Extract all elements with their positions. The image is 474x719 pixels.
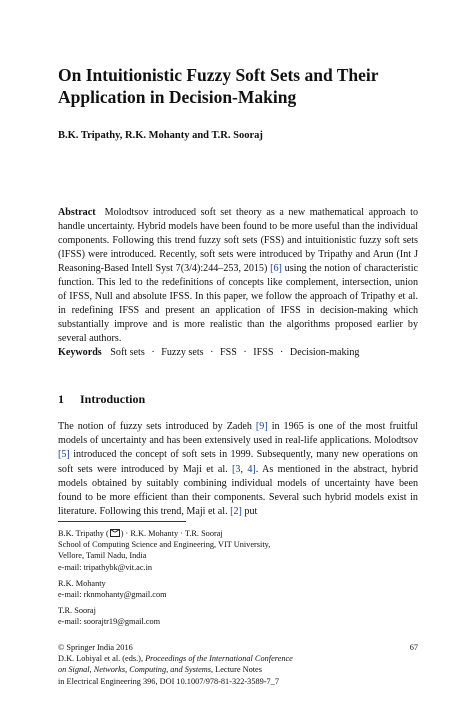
intro-text: put xyxy=(241,506,258,518)
citation-link[interactable]: [9] xyxy=(255,421,268,432)
abstract-line: Molodtsov introduced soft set theory as a new mathematical approach to xyxy=(104,207,418,218)
doi-line: in Electrical Engineering 396, DOI 10.1007/978-81-322-3589-7_7 xyxy=(58,676,279,686)
intro-text: The notion of fuzzy sets introduced by Zadeh xyxy=(58,421,256,432)
keyword-item: Decision-making xyxy=(289,347,360,358)
paper-title xyxy=(58,64,438,108)
keyword-item: IFSS xyxy=(253,347,274,358)
intro-text: introduced the concept of soft sets in 1999. Subsequently, many new xyxy=(69,449,359,461)
author-name: T.R. Sooraj xyxy=(58,606,96,616)
author-names-line xyxy=(58,528,418,539)
abstract xyxy=(58,206,418,346)
author-list: B.K. Tripathy, R.K. Mohanty and T.R. Sooraj xyxy=(58,130,263,141)
author-email[interactable]: e-mail: tripathybk@vit.ac.in xyxy=(58,562,153,572)
affiliation-line: Vellore, Tamil Nadu, India xyxy=(58,551,147,561)
abstract-label: Abstract xyxy=(58,207,96,218)
citation-link[interactable]: [5] xyxy=(58,449,70,461)
abstract-line: Tripathy and Arun (Int J Reasoning-Based Intell Syst 7(3/4):244–253, 2015) xyxy=(58,249,419,274)
section-title: Introduction xyxy=(80,392,146,406)
abstract-line: application of IFSS in decision-making which substantially improve and is more xyxy=(58,305,419,330)
author-footnotes xyxy=(58,528,418,633)
intro-text: in 1965 is one of the most fruitful xyxy=(267,421,418,432)
affiliation-line: School of Computing Science and Engineering, VIT University, xyxy=(58,540,271,550)
series-name: , Lecture Notes xyxy=(211,665,262,675)
abstract-line: realistic than the algorithms proposed earlier by several authors. xyxy=(58,319,418,344)
keyword-item: FSS xyxy=(220,347,237,358)
intro-text: such hybrid models exist in literature. Following this trend, Maji et al. xyxy=(58,492,418,518)
citation-link[interactable]: [6] xyxy=(270,263,282,274)
footnote-author-1 xyxy=(58,528,418,573)
section-heading xyxy=(58,391,418,407)
editors: D.K. Lobiyal et al. (eds.), xyxy=(58,654,146,664)
publication-info xyxy=(58,642,418,687)
citation-link[interactable]: [2] xyxy=(230,506,242,518)
page-number: 67 xyxy=(409,643,418,652)
abstract-line: fuzzy soft sets (IFSS) were introduced. Recently, soft sets were introduced by xyxy=(58,235,418,260)
footnote-author-2 xyxy=(58,578,418,600)
citation-link[interactable]: [3 xyxy=(232,463,241,475)
author-email[interactable]: e-mail: rknmohanty@gmail.com xyxy=(58,590,167,600)
intro-text: . As mentioned in the xyxy=(255,463,350,475)
copyright-text: © Springer India 2016 xyxy=(58,643,133,652)
citation-line xyxy=(58,664,418,675)
keywords xyxy=(58,346,418,360)
envelope-icon xyxy=(110,529,120,537)
author-email[interactable]: e-mail: soorajtr19@gmail.com xyxy=(58,617,161,627)
citation-link[interactable]: 4] xyxy=(247,463,256,475)
keyword-separator: · xyxy=(280,347,284,358)
abstract-line: like complement, intersection, union of IFSS, Null and absolute IFSS. In this paper, xyxy=(58,277,418,302)
intro-text: models of uncertainty and has been extensively used in real-life applications. xyxy=(58,435,372,447)
intro-text: uncertainty have been found to be more efficient than their components. Several xyxy=(58,477,418,504)
title-line-2: Application in Decision-Making xyxy=(58,87,297,107)
abstract-line: individual components. Following this trend fuzzy soft sets (FSS) and intuitionistic xyxy=(58,221,418,246)
keyword-separator: · xyxy=(243,347,247,358)
keyword-separator: · xyxy=(151,347,155,358)
abstract-line: handle uncertainty. Hybrid models have been found to be more useful than the xyxy=(58,221,375,232)
footnote-divider xyxy=(58,521,186,522)
author-name: B.K. Tripathy ( xyxy=(58,529,109,538)
proceedings-title: on Signal, Networks, Computing, and Systems xyxy=(58,665,212,675)
title-line-1: On Intuitionistic Fuzzy Soft Sets and Their xyxy=(58,65,379,85)
abstract-line: using the notion of characteristic function. This led to the redefinitions of concepts xyxy=(58,263,418,288)
keyword-separator: · xyxy=(210,347,214,358)
keyword-item: Soft sets xyxy=(110,347,145,358)
section-number: 1 xyxy=(58,392,64,406)
proceedings-title: Proceedings of the International Conference xyxy=(145,654,293,664)
keyword-item: Fuzzy sets xyxy=(161,347,204,358)
introduction-text xyxy=(58,420,418,519)
copyright-row xyxy=(58,642,418,653)
author-names-rest: ) · R.K. Mohanty · T.R. Sooraj xyxy=(120,529,223,538)
footnote-author-3 xyxy=(58,605,418,627)
citation-line xyxy=(58,653,418,664)
keywords-label: Keywords xyxy=(58,347,102,358)
intro-text: Molodtsov xyxy=(374,435,419,447)
intro-text: , xyxy=(240,463,248,475)
intro-text: operations on soft sets were introduced by Maji et al. xyxy=(58,449,418,475)
intro-text: abstract, hybrid models obtained by suitably combining individual models of xyxy=(58,463,419,489)
abstract-line: we follow the approach of Tripathy et al. in redefining IFSS and present an xyxy=(58,291,419,316)
author-name: R.K. Mohanty xyxy=(58,578,106,588)
